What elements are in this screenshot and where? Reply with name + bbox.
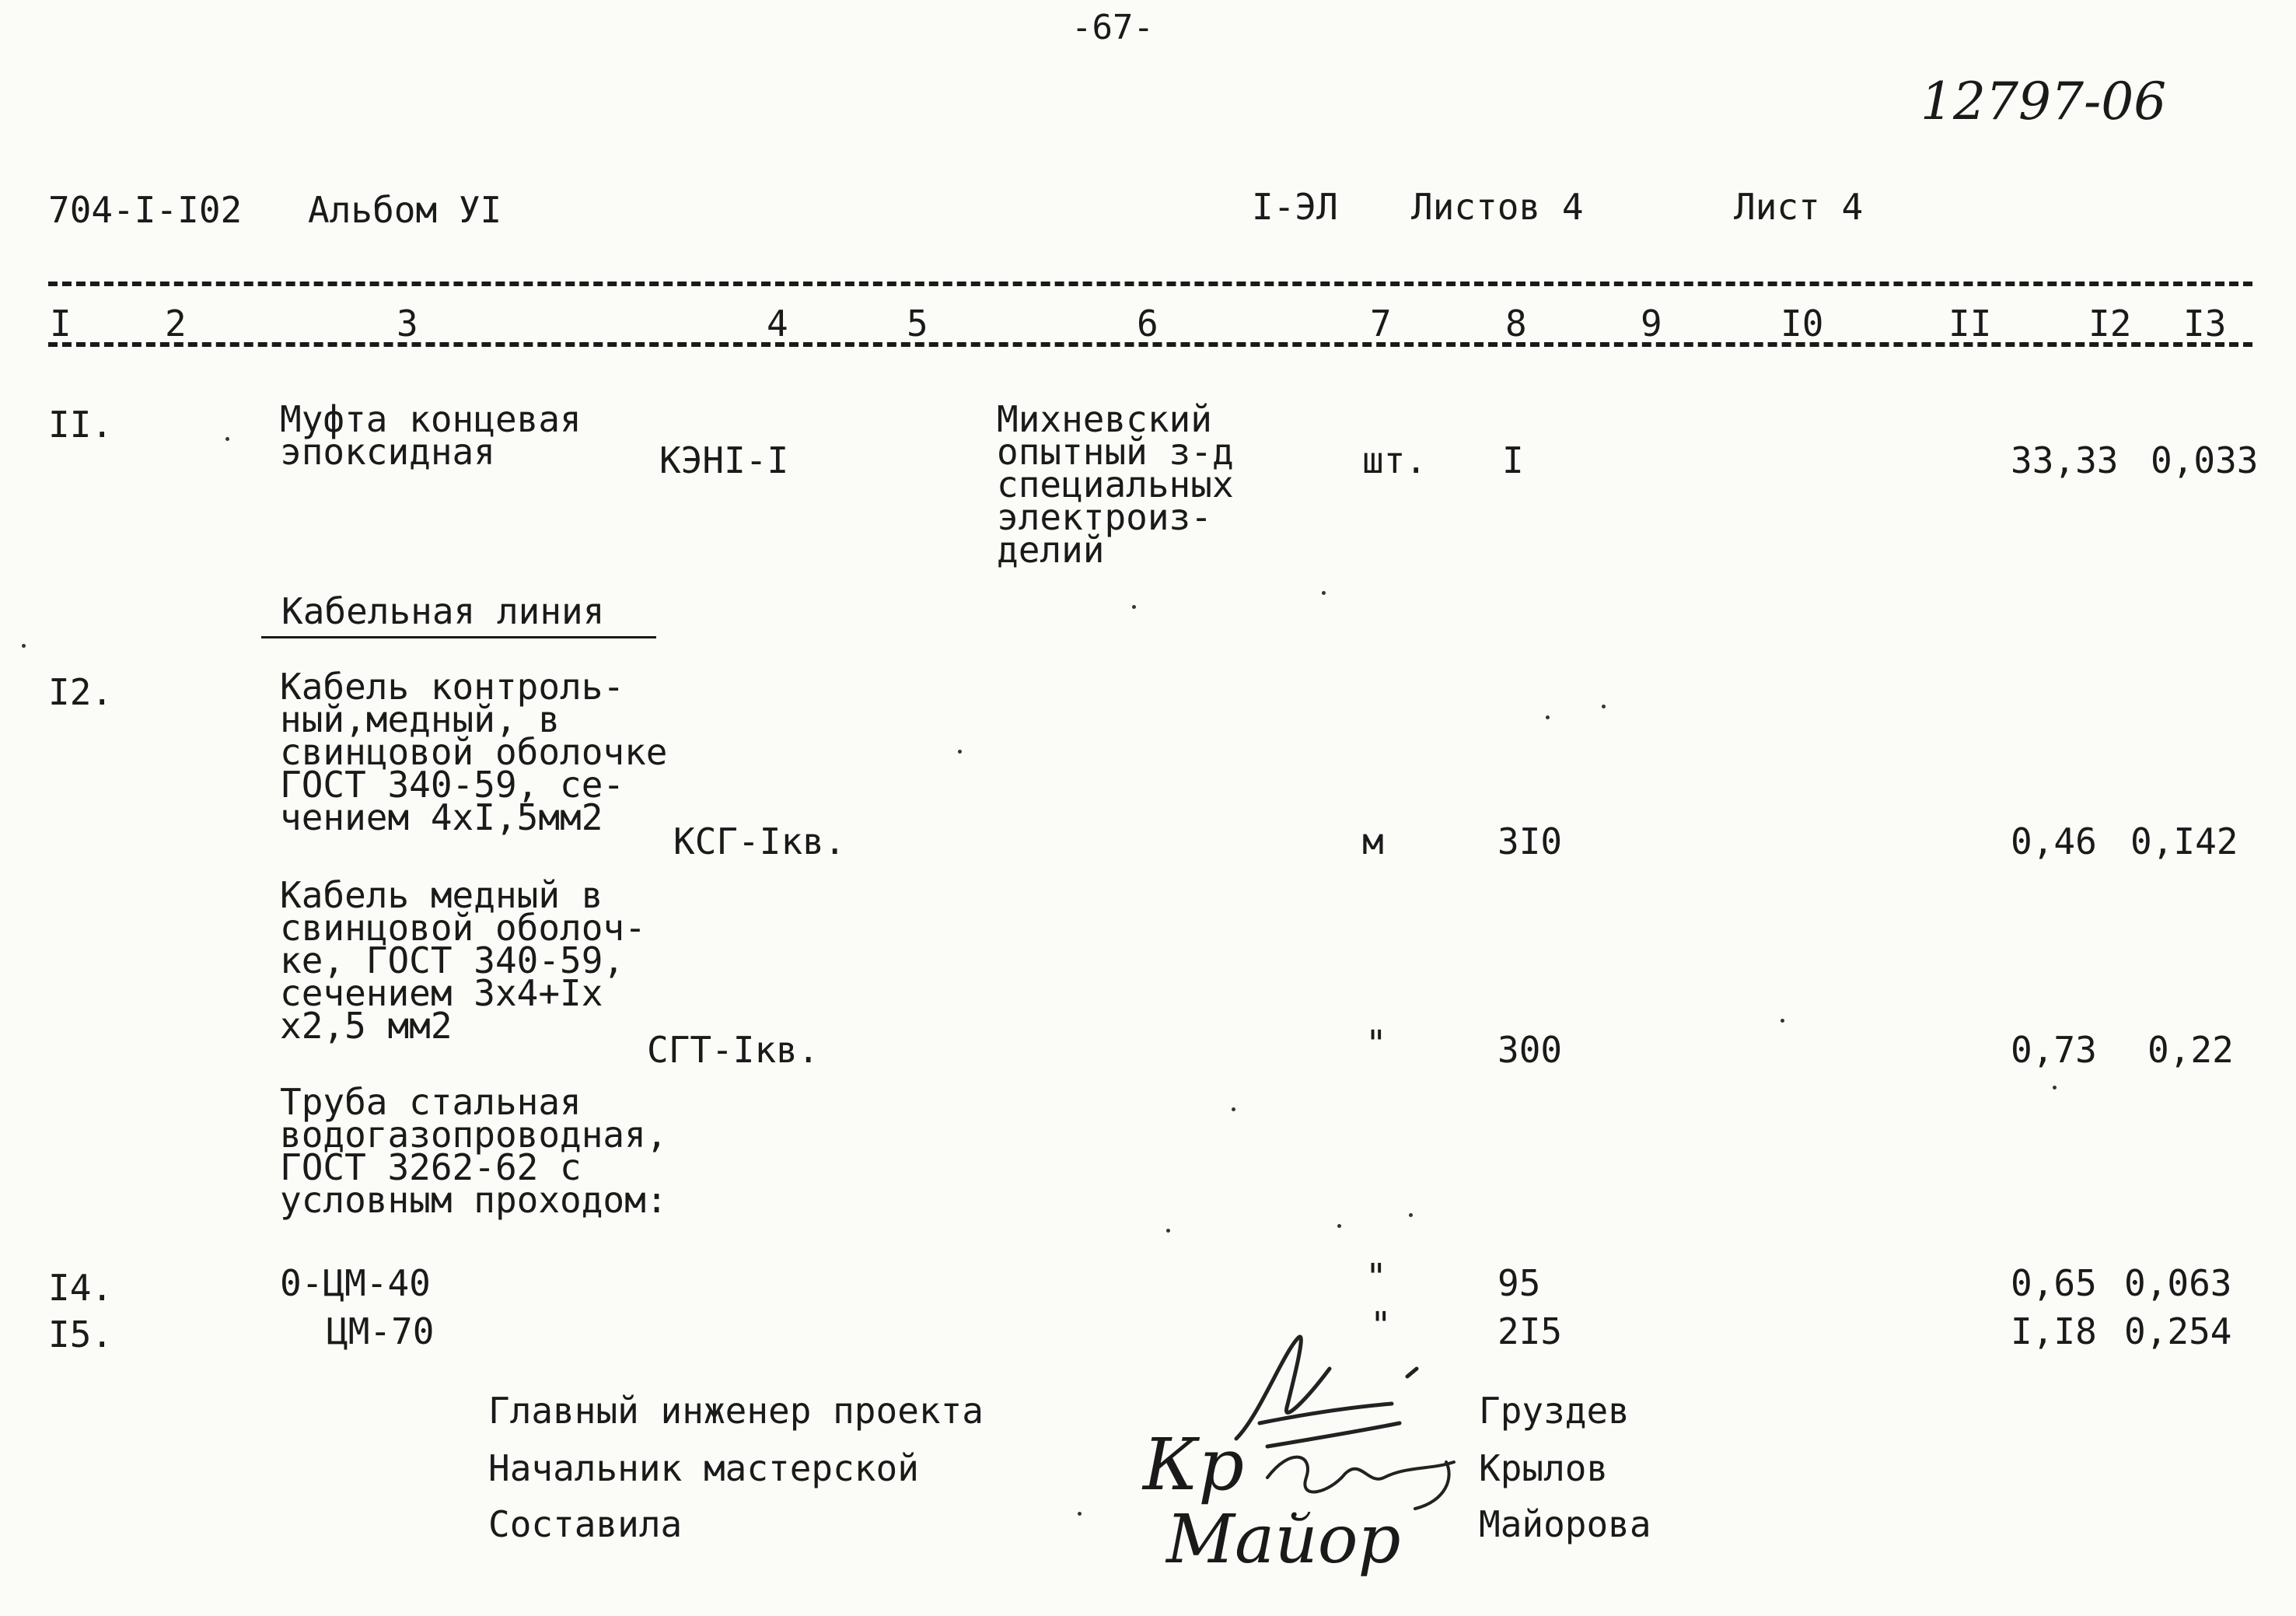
scan-speck [1337,1224,1341,1228]
row-12-col12: 0,46 [2011,820,2097,862]
column-number-7: 7 [1370,303,1392,345]
scan-speck [1409,1213,1413,1217]
row-11-type: КЭНI-I [659,439,789,481]
row-11-number: II. [48,404,114,446]
column-number-4: 4 [767,303,788,345]
row-15-number: I5. [48,1313,114,1355]
scan-speck [1132,605,1136,609]
column-number-2: 2 [165,303,187,345]
scan-speck [2053,1086,2057,1090]
scan-speck [1602,705,1606,708]
column-number-3: 3 [397,303,418,345]
row-14-name: 0-ЦМ-40 [280,1262,431,1304]
album-label: Альбом УI [308,189,502,231]
row-14-col13: 0,063 [2124,1262,2232,1304]
column-number-13: I3 [2183,303,2227,345]
row-12-name: Кабель контроль- ный,медный, в свинцовой оболочке ГОСТ 340-59, се- чением 4хI,5мм2 [280,666,668,838]
column-number-10: I0 [1781,303,1824,345]
column-number-9: 9 [1641,303,1662,345]
section-heading: Кабельная линия [281,590,605,632]
row-13-unit: " [1365,1023,1387,1065]
scan-speck [1078,1512,1082,1516]
scan-speck [225,437,229,441]
row-14-number: I4. [48,1267,114,1309]
scan-speck [22,644,26,648]
row-13-type: СГТ-Iкв. [647,1029,820,1071]
row-11-col12: 33,33 [2011,439,2119,481]
row-13-col13: 0,22 [2147,1029,2234,1071]
drawing-mark: I-ЭЛ [1252,186,1338,228]
header-rule-bottom [48,342,2252,347]
column-number-8: 8 [1505,303,1527,345]
scan-speck [1781,1019,1784,1023]
row-13-name: Кабель медный в свинцовой оболоч- ке, ГОСТ 340-59, сечением 3х4+Iх х2,5 мм2 [280,874,646,1047]
pipe-description: Труба стальная водогазопроводная, ГОСТ 3262-62 с условным проходом: [280,1081,668,1221]
scan-speck [1322,591,1326,595]
signature-role-compiler: Составила [488,1503,683,1545]
row-11-unit: шт. [1362,439,1428,481]
row-15-quantity: 2I5 [1497,1310,1563,1352]
page-number: -67- [1071,8,1154,47]
row-13-quantity: 300 [1497,1029,1563,1071]
row-15-col13: 0,254 [2124,1310,2232,1352]
scan-speck [958,750,962,754]
row-12-col13: 0,I42 [2130,820,2238,862]
handwritten-signature-3: Майор [1166,1501,1401,1579]
signature-role-workshop-head: Начальник мастерской [488,1447,919,1489]
row-15-unit: " [1370,1304,1392,1346]
column-number-5: 5 [907,303,928,345]
archive-number: 12797-06 [1920,72,2167,131]
row-12-quantity: 3I0 [1497,820,1563,862]
column-number-11: II [1948,303,1992,345]
section-underline [261,636,656,638]
sheet-number: Лист 4 [1734,186,1864,228]
column-number-6: 6 [1137,303,1158,345]
row-14-unit: " [1365,1256,1387,1298]
signature-role-chief-engineer: Главный инженер проекта [488,1390,984,1432]
row-13-col12: 0,73 [2011,1029,2097,1071]
scan-speck [1232,1107,1235,1111]
column-number-1: I [50,303,72,345]
signature-name-compiler: Майорова [1479,1503,1651,1545]
row-11-col13: 0,033 [2151,439,2259,481]
row-15-col12: I,I8 [2011,1310,2097,1352]
row-12-number: I2. [48,671,114,713]
row-12-unit: м [1362,820,1384,862]
row-11-name: Муфта концевая эпоксидная [280,398,582,473]
signature-name-chief-engineer: Груздев [1479,1390,1630,1432]
sheets-count: Листов 4 [1411,186,1584,228]
scan-speck [1166,1229,1170,1233]
row-11-quantity: I [1502,439,1524,481]
document-code: 704-I-I02 [48,189,243,231]
header-rule-top [48,282,2252,286]
scan-speck [1546,715,1550,719]
row-15-name: ЦМ-70 [327,1310,435,1352]
handwritten-signature-2: Кр [1143,1423,1245,1506]
signature-name-workshop-head: Крылов [1479,1447,1609,1489]
row-12-type: КСГ-Iкв. [673,820,846,862]
row-11-manufacturer: Михневский опытный з-д специальных электроиз- делий [997,398,1234,571]
column-number-12: I2 [2088,303,2132,345]
row-14-col12: 0,65 [2011,1262,2097,1304]
row-14-quantity: 95 [1497,1262,1541,1304]
